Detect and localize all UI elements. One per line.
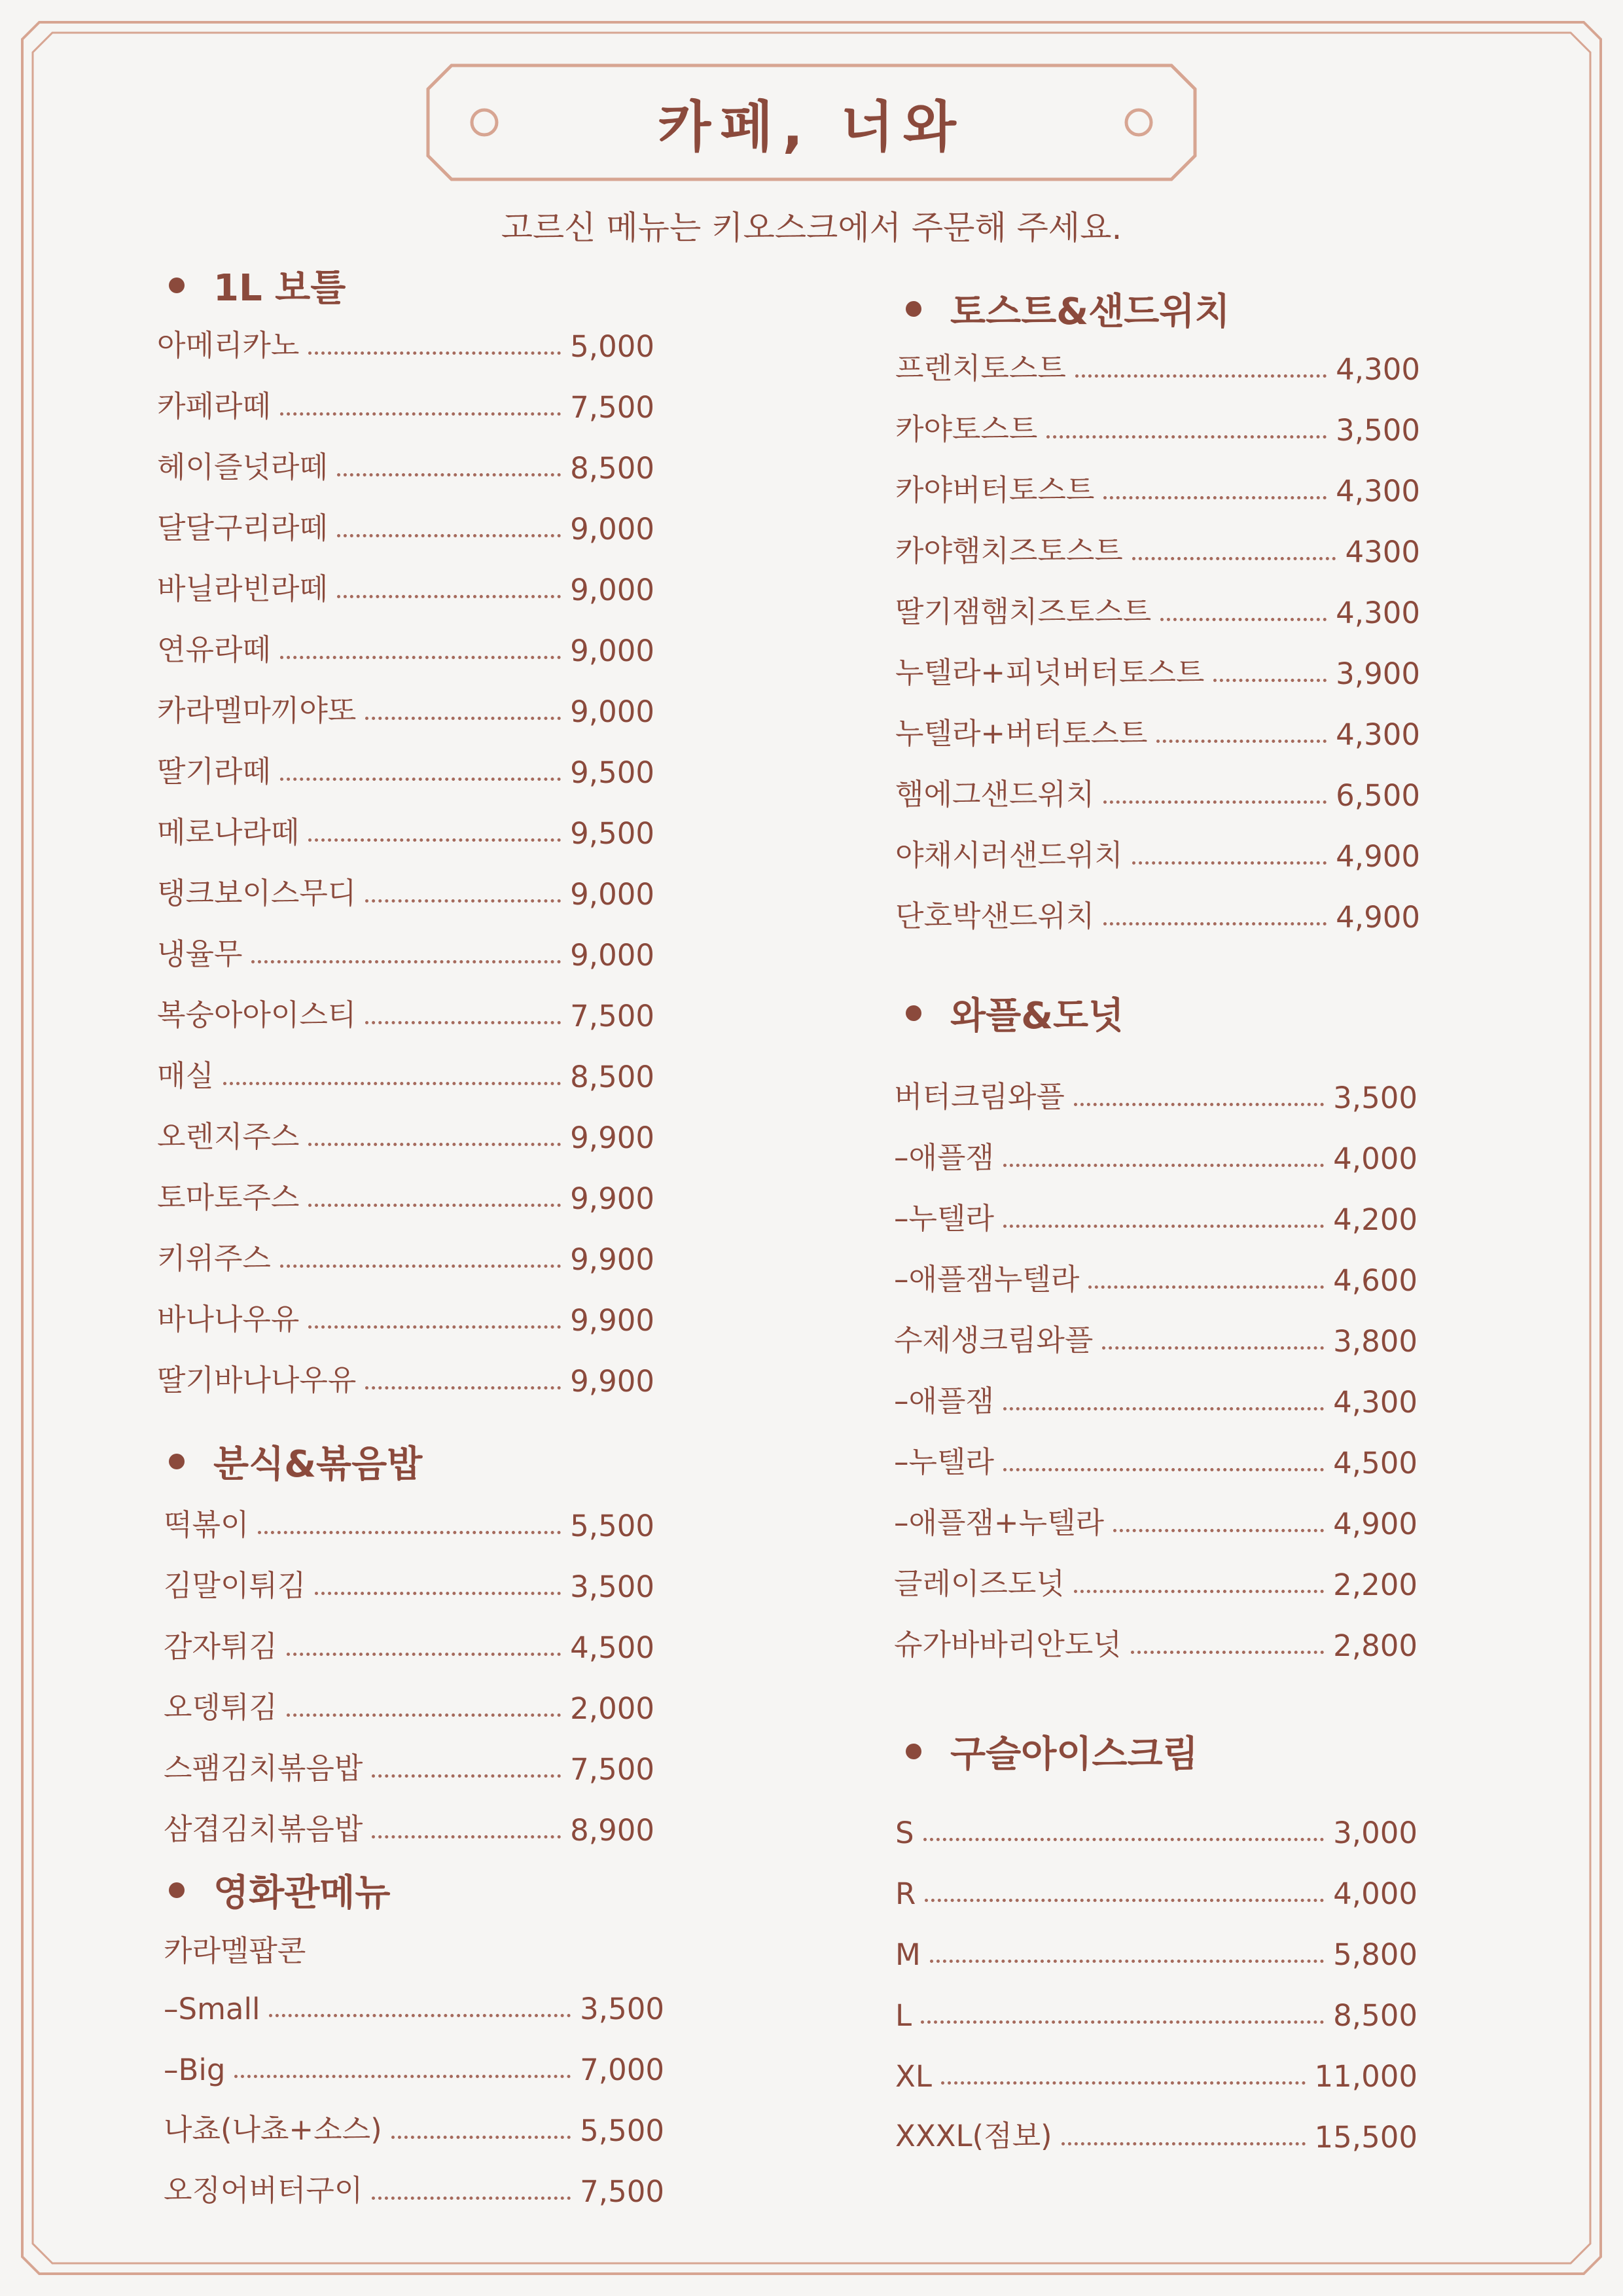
menu-item: [895, 530, 1420, 569]
menu-item-name: S: [895, 1816, 914, 1850]
menu-item: [895, 2115, 1418, 2155]
dot-leader: [372, 1835, 561, 1839]
dot-leader: [365, 1386, 561, 1390]
menu-item-price: 2,800: [1333, 1628, 1418, 1663]
dot-leader: [941, 2081, 1306, 2085]
menu-item-name: –Big: [164, 2053, 226, 2087]
menu-item-price: 3,000: [1333, 1816, 1418, 1850]
menu-item-name: 오뎅튀김: [164, 1690, 277, 1725]
menu-item: [157, 1116, 654, 1155]
dot-leader: [1131, 1651, 1324, 1654]
menu-item-name: 냉율무: [157, 937, 243, 971]
menu-item-name: R: [895, 1876, 916, 1911]
menu-item-name: 카페라떼: [157, 389, 271, 423]
menu-item: [157, 568, 654, 607]
dot-leader: [1160, 618, 1327, 621]
menu-item-price: 4,500: [570, 1630, 654, 1665]
dot-leader: [337, 534, 561, 537]
section-title: 영화관메뉴: [213, 1872, 391, 1914]
dot-leader: [1074, 1590, 1324, 1593]
menu-item-name: 슈가바바리안도넛: [894, 1627, 1122, 1662]
menu-item-price: 9,000: [570, 573, 654, 607]
menu-item: [164, 1565, 654, 1604]
menu-item-price: 4,500: [1333, 1446, 1418, 1480]
dot-leader: [1113, 1529, 1324, 1532]
dot-leader: [280, 1265, 561, 1268]
dot-leader: [1132, 557, 1336, 560]
menu-item-price: 3,900: [1336, 656, 1420, 691]
menu-item: [894, 1198, 1418, 1237]
menu-item: [894, 1563, 1418, 1602]
bullet-icon: [169, 1882, 185, 1898]
menu-item-price: 4,300: [1336, 596, 1420, 630]
menu-item-price: 3,500: [570, 1570, 654, 1604]
menu-item-name: 바닐라빈라떼: [157, 571, 328, 606]
menu-item: [164, 2109, 664, 2148]
menu-item: [895, 713, 1420, 752]
menu-item-price: 4,200: [1333, 1202, 1418, 1237]
menu-item-price: 4,900: [1336, 839, 1420, 874]
section-heading-toast: [906, 283, 1230, 335]
menu-item: [164, 1748, 654, 1787]
menu-item: [894, 1137, 1418, 1176]
menu-item-price: 4,900: [1336, 900, 1420, 935]
dot-leader: [337, 473, 561, 476]
section-heading-cinema: [169, 1864, 390, 1916]
menu-item-price: 9,000: [570, 512, 654, 547]
section-heading-waffle: [906, 987, 1124, 1039]
dot-leader: [1003, 1225, 1324, 1228]
dot-leader: [365, 717, 561, 720]
dot-leader: [1074, 1103, 1324, 1106]
menu-item-price: 9,000: [570, 938, 654, 973]
dot-leader: [1103, 922, 1327, 925]
dot-leader: [1156, 740, 1327, 743]
dot-leader: [1075, 374, 1327, 378]
dot-leader: [1103, 496, 1327, 499]
dot-leader: [372, 2197, 571, 2200]
section-title: 구슬아이스크림: [950, 1733, 1198, 1776]
dot-leader: [308, 1325, 561, 1329]
dot-leader: [372, 1774, 561, 1778]
dot-leader: [287, 1713, 561, 1717]
menu-item-name: 연유라떼: [157, 632, 271, 667]
menu-item-name: 나쵸(나쵸+소스): [164, 2112, 382, 2147]
menu-item-name: 메로나라떼: [157, 815, 300, 850]
menu-item: [157, 1177, 654, 1216]
menu-item-name: 카야버터토스트: [895, 473, 1095, 507]
dot-leader: [251, 960, 561, 963]
menu-item-name: 떡볶이: [164, 1507, 249, 1542]
menu-item-price: 15,500: [1314, 2120, 1418, 2155]
menu-item-price: 7,500: [570, 999, 654, 1033]
menu-item-name: 바나나우유: [157, 1302, 300, 1336]
menu-item-name: 복숭아아이스티: [157, 997, 357, 1032]
menu-item-price: 7,000: [580, 2053, 664, 2087]
menu-item: [895, 1872, 1418, 1911]
menu-item-name: 카라멜마끼야또: [157, 693, 357, 728]
menu-item-name: –애플잼: [894, 1384, 994, 1418]
menu-item-price: 9,900: [570, 1242, 654, 1277]
dot-leader: [365, 899, 561, 903]
menu-item: [157, 507, 654, 547]
section-heading-bottle: [169, 259, 346, 312]
dot-leader: [269, 2014, 571, 2017]
menu-item: [895, 1933, 1418, 1972]
dot-leader: [1003, 1164, 1324, 1167]
dot-leader: [1132, 861, 1327, 865]
dot-leader: [223, 1082, 561, 1085]
menu-item-name: 카야토스트: [895, 412, 1038, 446]
dot-leader: [1003, 1468, 1324, 1471]
menu-item: [895, 652, 1420, 691]
menu-item-price: 3,500: [1333, 1081, 1418, 1115]
dot-leader: [923, 1838, 1325, 1841]
menu-item-price: 5,800: [1333, 1937, 1418, 1972]
dot-leader: [280, 656, 561, 659]
menu-item: [157, 751, 654, 790]
menu-item-name: M: [895, 1937, 921, 1972]
section-title: 토스트&샌드위치: [950, 291, 1230, 333]
menu-item-price: 3,500: [1336, 413, 1420, 448]
menu-item: [157, 1299, 654, 1338]
menu-item: [164, 1808, 654, 1848]
bullet-icon: [906, 1744, 921, 1759]
menu-item-price: 2,200: [1333, 1568, 1418, 1602]
menu-item-price: 4,000: [1333, 1876, 1418, 1911]
menu-item-name: 글레이즈도넛: [894, 1566, 1065, 1601]
menu-item: [157, 629, 654, 668]
menu-item-price: 8,500: [570, 451, 654, 486]
menu-item: [157, 1238, 654, 1277]
menu-item-name: 버터크림와플: [894, 1079, 1065, 1114]
menu-item: [894, 1076, 1418, 1115]
menu-item-price: 9,900: [570, 1364, 654, 1399]
menu-item: [157, 386, 654, 425]
menu-item: [894, 1441, 1418, 1480]
menu-item: [895, 591, 1420, 630]
menu-item-name: 키위주스: [157, 1241, 271, 1276]
dot-leader: [930, 1960, 1324, 1963]
dot-leader: [1003, 1407, 1324, 1410]
menu-item-price: 9,900: [570, 1121, 654, 1155]
menu-item-name: XL: [895, 2059, 932, 2094]
menu-item-price: 8,500: [1333, 1998, 1418, 2033]
menu-item-price: 9,500: [570, 816, 654, 851]
menu-item: [894, 1319, 1418, 1359]
menu-item: [895, 469, 1420, 509]
menu-item-price: 5,000: [570, 329, 654, 364]
dot-leader: [1102, 1346, 1324, 1350]
menu-item-name: 야채시러샌드위치: [895, 838, 1123, 872]
dot-leader: [308, 1204, 561, 1207]
menu-item-price: 4,600: [1333, 1263, 1418, 1298]
menu-item: [895, 2054, 1418, 2094]
menu-item: [157, 812, 654, 851]
menu-item-name: 김말이튀김: [164, 1568, 306, 1603]
menu-item: [895, 1994, 1418, 2033]
menu-item: [894, 1624, 1418, 1663]
menu-item: [894, 1502, 1418, 1541]
menu-item: [164, 2048, 664, 2087]
dot-leader: [308, 351, 561, 355]
dot-leader: [391, 2136, 571, 2139]
menu-item-price: 9,000: [570, 877, 654, 912]
menu-item-name: 달달구리라떼: [157, 511, 328, 545]
menu-item-price: 7,500: [580, 2174, 664, 2209]
menu-item: [894, 1259, 1418, 1298]
menu-item: [895, 1811, 1418, 1850]
menu-item-name: –애플잼누텔라: [894, 1262, 1080, 1297]
menu-item: [164, 2170, 664, 2209]
menu-item-price: 9,900: [570, 1181, 654, 1216]
dot-leader: [258, 1531, 561, 1534]
menu-item-price: 3,500: [580, 1992, 664, 2026]
dot-leader: [287, 1653, 561, 1656]
menu-item-name: 스팸김치볶음밥: [164, 1751, 363, 1785]
menu-item: [895, 348, 1420, 387]
menu-item-name: 딸기바나나우유: [157, 1363, 357, 1397]
menu-item-name: 단호박샌드위치: [895, 899, 1095, 933]
menu-item-name: 오징어버터구이: [164, 2173, 363, 2208]
menu-item-price: 4,300: [1333, 1385, 1418, 1420]
bullet-icon: [169, 1454, 185, 1469]
menu-item: [895, 834, 1420, 874]
menu-item: [895, 895, 1420, 935]
menu-item-name: 삼겹김치볶음밥: [164, 1812, 363, 1846]
section-heading-snack: [169, 1435, 422, 1488]
menu-item-name: 누텔라+피넛버터토스트: [895, 655, 1205, 690]
menu-item-price: 3,800: [1333, 1324, 1418, 1359]
section-title: 분식&볶음밥: [213, 1443, 423, 1486]
menu-item-name: 헤이즐넛라떼: [157, 450, 328, 484]
menu-item-name: 햄에그샌드위치: [895, 777, 1095, 812]
menu-item-price: 5,500: [580, 2113, 664, 2148]
menu-item: [157, 446, 654, 486]
menu-item-name: 토마토주스: [157, 1180, 300, 1215]
kiosk-notice: 고르신 메뉴는 키오스크에서 주문해 주세요.: [501, 209, 1122, 247]
menu-item-price: 11,000: [1314, 2059, 1418, 2094]
menu-item: [157, 872, 654, 912]
bullet-icon: [169, 278, 185, 293]
menu-item-price: 9,000: [570, 694, 654, 729]
dot-leader: [1061, 2142, 1306, 2145]
menu-item: [164, 1504, 654, 1543]
menu-item: [157, 994, 654, 1033]
dot-leader: [1103, 800, 1327, 804]
menu-item: [164, 1626, 654, 1665]
menu-item-name: L: [895, 1998, 912, 2033]
menu-item: [157, 1055, 654, 1094]
popcorn-label: 카라멜팝콘: [164, 1933, 306, 1968]
bullet-icon: [906, 301, 921, 317]
dot-leader: [1046, 435, 1327, 439]
menu-item: [894, 1380, 1418, 1420]
menu-item-name: 딸기라떼: [157, 754, 271, 789]
menu-item-name: 누텔라+버터토스트: [895, 716, 1148, 751]
dot-leader: [1213, 679, 1327, 682]
menu-item-name: 오렌지주스: [157, 1119, 300, 1154]
menu-item-name: 아메리카노: [157, 328, 300, 363]
menu-item: [157, 690, 654, 729]
menu-item-name: –누텔라: [894, 1444, 994, 1479]
menu-item-price: 8,900: [570, 1813, 654, 1848]
dot-leader: [1088, 1285, 1324, 1289]
menu-item-name: 감자튀김: [164, 1629, 277, 1664]
menu-item-price: 4300: [1345, 535, 1420, 569]
menu-item-price: 7,500: [570, 1752, 654, 1787]
bullet-icon: [906, 1005, 921, 1021]
menu-item: [164, 1987, 664, 2026]
menu-item-name: XXXL(점보): [895, 2119, 1052, 2153]
dot-leader: [280, 778, 561, 781]
menu-item-price: 9,500: [570, 755, 654, 790]
menu-item-name: 딸기잼햄치즈토스트: [895, 594, 1152, 629]
dot-leader: [921, 2020, 1324, 2024]
menu-item-price: 4,300: [1336, 352, 1420, 387]
dot-leader: [234, 2075, 571, 2078]
menu-item: [895, 408, 1420, 448]
menu-item-price: 7,500: [570, 390, 654, 425]
menu-item-price: 6,500: [1336, 778, 1420, 813]
dot-leader: [337, 595, 561, 598]
cafe-title: 카페, 너와: [658, 94, 965, 159]
dot-leader: [925, 1899, 1324, 1902]
menu-item-name: 수제생크림와플: [894, 1323, 1094, 1357]
menu-item: [157, 933, 654, 973]
menu-item-name: –애플잼: [894, 1140, 994, 1175]
dot-leader: [365, 1021, 561, 1024]
menu-item-name: 프렌치토스트: [895, 351, 1066, 386]
menu-item: [895, 774, 1420, 813]
dot-leader: [308, 1143, 561, 1146]
menu-item-price: 4,300: [1336, 717, 1420, 752]
menu-item-price: 4,900: [1333, 1507, 1418, 1541]
menu-item-name: 카야햄치즈토스트: [895, 533, 1123, 568]
section-title: 1L 보틀: [213, 267, 346, 310]
menu-item: [157, 1359, 654, 1399]
menu-item-price: 9,000: [570, 634, 654, 668]
section-title: 와플&도넛: [950, 995, 1124, 1037]
menu-item-name: 매실: [157, 1058, 214, 1093]
menu-item: [164, 1687, 654, 1726]
menu-item-price: 5,500: [570, 1509, 654, 1543]
menu-item-name: 탱크보이스무디: [157, 876, 357, 910]
menu-item-name: –애플잼+누텔라: [894, 1505, 1105, 1540]
menu-item-price: 4,000: [1333, 1141, 1418, 1176]
dot-leader: [280, 412, 561, 416]
menu-item-price: 2,000: [570, 1691, 654, 1726]
menu-item: [157, 325, 654, 364]
menu-item-price: 8,500: [570, 1060, 654, 1094]
menu-item-price: 9,900: [570, 1303, 654, 1338]
menu-item-name: –누텔라: [894, 1201, 994, 1236]
menu-item-name: –Small: [164, 1992, 260, 2026]
dot-leader: [315, 1592, 561, 1595]
dot-leader: [308, 838, 561, 842]
menu-item-price: 4,300: [1336, 474, 1420, 509]
section-heading-icecream: [906, 1725, 1198, 1778]
